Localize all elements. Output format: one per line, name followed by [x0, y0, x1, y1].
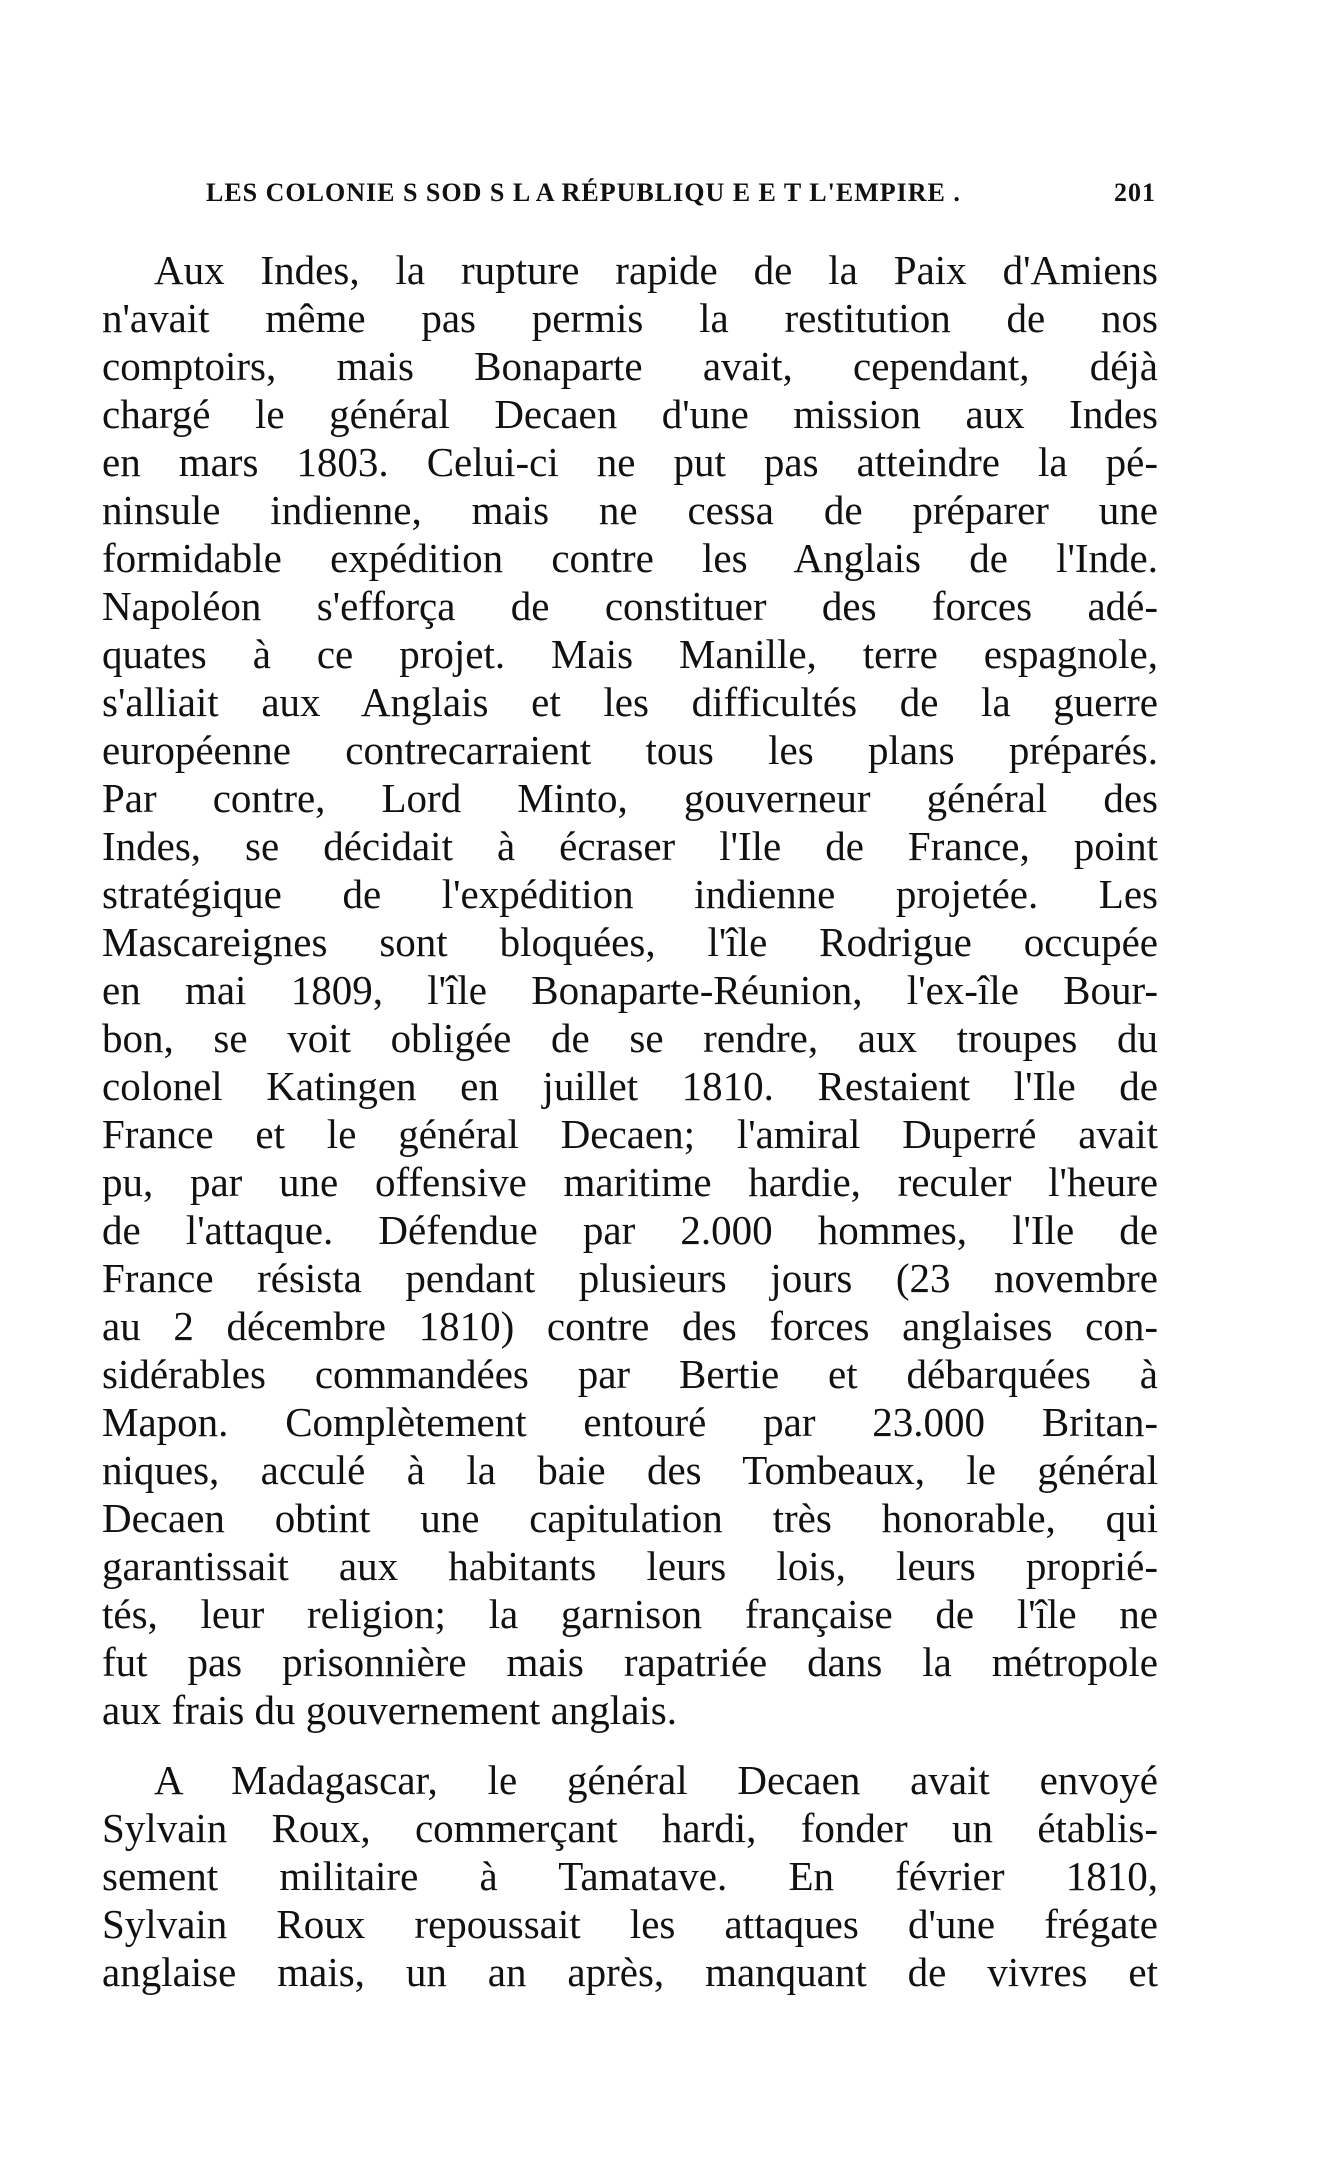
paragraph-2 — [102, 1756, 1158, 1996]
text-line: Napoléon s'efforça de constituer des forces adé- — [102, 583, 1158, 629]
text-line: sidérables commandées par Bertie et débarquées à — [102, 1351, 1158, 1397]
running-title: LES COLONIE S SOD S L A RÉPUBLIQU E E T L'EMPIRE . — [206, 178, 961, 207]
text-line: s'alliait aux Anglais et les difficultés de la guerre — [102, 679, 1158, 725]
text-line: aux frais du gouvernement anglais. — [102, 1687, 677, 1733]
text-line: comptoirs, mais Bonaparte avait, cependant, déjà — [102, 343, 1158, 389]
text-line: quates à ce projet. Mais Manille, terre espagnole, — [102, 631, 1158, 677]
text-line: France résista pendant plusieurs jours (23 novembre — [102, 1255, 1158, 1301]
text-line: garantissait aux habitants leurs lois, leurs proprié- — [102, 1543, 1158, 1589]
text-line: Par contre, Lord Minto, gouverneur général des — [102, 775, 1158, 821]
text-line: Mascareignes sont bloquées, l'île Rodrigue occupée — [102, 919, 1158, 965]
text-line: Sylvain Roux, commerçant hardi, fonder un établis- — [102, 1805, 1158, 1851]
paragraph-spacer — [102, 1734, 1158, 1756]
text-line: A Madagascar, le général Decaen avait envoyé — [154, 1757, 1158, 1803]
text-line: de l'attaque. Défendue par 2.000 hommes, l'Ile de — [102, 1207, 1158, 1253]
text-line: fut pas prisonnière mais rapatriée dans la métropole — [102, 1639, 1158, 1685]
text-line: formidable expédition contre les Anglais de l'Inde. — [102, 535, 1158, 581]
text-line: Sylvain Roux repoussait les attaques d'une frégate — [102, 1901, 1158, 1947]
text-line: au 2 décembre 1810) contre des forces anglaises con- — [102, 1303, 1158, 1349]
text-line: anglaise mais, un an après, manquant de vivres et — [102, 1949, 1158, 1995]
text-line: bon, se voit obligée de se rendre, aux troupes du — [102, 1015, 1158, 1061]
text-line: en mars 1803. Celui-ci ne put pas atteindre la pé- — [102, 439, 1158, 485]
text-line: Aux Indes, la rupture rapide de la Paix d'Amiens — [154, 247, 1158, 293]
text-line: en mai 1809, l'île Bonaparte-Réunion, l'ex-île Bour- — [102, 967, 1158, 1013]
text-line: Mapon. Complètement entouré par 23.000 Britan- — [102, 1399, 1158, 1445]
text-line: sement militaire à Tamatave. En février 1810, — [102, 1853, 1158, 1899]
text-line: colonel Katingen en juillet 1810. Restaient l'Ile de — [102, 1063, 1158, 1109]
text-line: pu, par une offensive maritime hardie, reculer l'heure — [102, 1159, 1158, 1205]
page-number: 201 — [1114, 178, 1156, 207]
text-line: ninsule indienne, mais ne cessa de préparer une — [102, 487, 1158, 533]
text-line: stratégique de l'expédition indienne projetée. Les — [102, 871, 1158, 917]
text-line: européenne contrecarraient tous les plans préparés. — [102, 727, 1158, 773]
text-line: France et le général Decaen; l'amiral Duperré avait — [102, 1111, 1158, 1157]
text-line: chargé le général Decaen d'une mission aux Indes — [102, 391, 1158, 437]
text-line: tés, leur religion; la garnison française de l'île ne — [102, 1591, 1158, 1637]
text-line: Decaen obtint une capitulation très honorable, qui — [102, 1495, 1158, 1541]
text-line: Indes, se décidait à écraser l'Ile de France, point — [102, 823, 1158, 869]
text-line: n'avait même pas permis la restitution de nos — [102, 295, 1158, 341]
paragraph-1 — [102, 246, 1158, 1734]
body-text — [102, 246, 1158, 1996]
text-line: niques, acculé à la baie des Tombeaux, le général — [102, 1447, 1158, 1493]
running-head — [206, 178, 1156, 208]
